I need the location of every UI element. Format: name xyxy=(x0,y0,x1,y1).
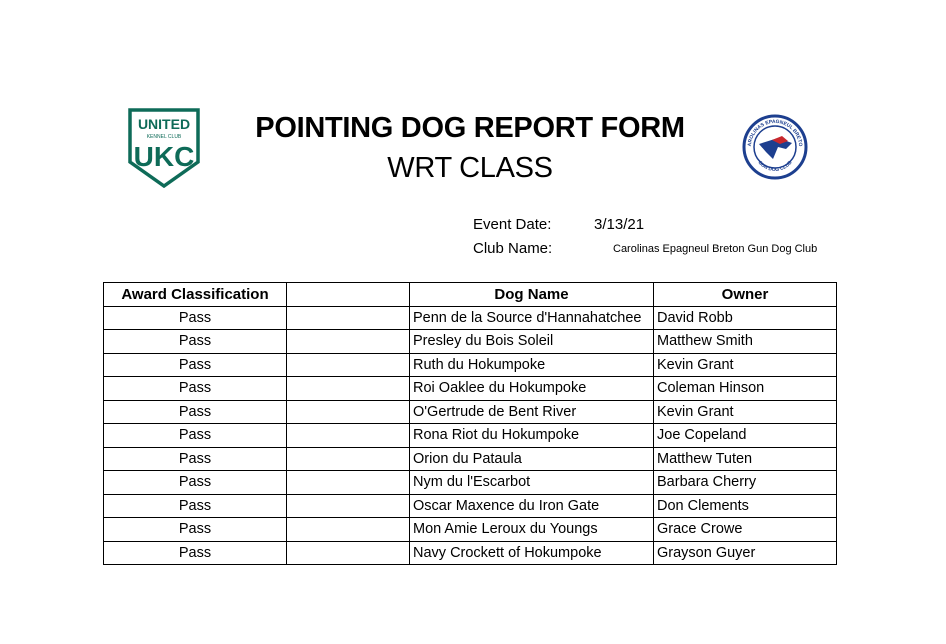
event-date-label: Event Date: xyxy=(473,216,552,233)
club-logo xyxy=(742,114,808,180)
owner-cell: David Robb xyxy=(654,306,837,330)
table-row xyxy=(104,377,837,401)
table-row xyxy=(104,518,837,542)
dog-name-cell: O'Gertrude de Bent River xyxy=(410,400,654,424)
award-cell: Pass xyxy=(104,494,287,518)
page-subtitle: WRT CLASS xyxy=(387,152,553,184)
table-row xyxy=(104,541,837,565)
award-cell: Pass xyxy=(104,353,287,377)
svg-text:KENNEL CLUB: KENNEL CLUB xyxy=(146,134,182,140)
event-date-value: 3/13/21 xyxy=(594,216,645,233)
award-cell: Pass xyxy=(104,447,287,471)
owner-cell: Matthew Smith xyxy=(654,330,837,354)
award-cell: Pass xyxy=(104,471,287,495)
svg-text:CAROLINAS EPAGNEUL BRETON: AROLINAS EPAGNEUL BRETO xyxy=(746,118,804,147)
dog-name-cell: Penn de la Source d'Hannahatchee xyxy=(410,306,654,330)
award-cell: Pass xyxy=(104,306,287,330)
award-cell: Pass xyxy=(104,541,287,565)
blank-cell xyxy=(287,330,410,354)
award-cell: Pass xyxy=(104,377,287,401)
svg-text:GUN DOG CLUB: GUN DOG CLUB xyxy=(756,159,794,174)
blank-cell xyxy=(287,518,410,542)
table-row xyxy=(104,494,837,518)
dog-name-cell: Ruth du Hokumpoke xyxy=(410,353,654,377)
table-header-row xyxy=(104,283,837,307)
header-owner: Owner xyxy=(654,283,837,307)
owner-cell: Kevin Grant xyxy=(654,400,837,424)
dog-name-cell: Mon Amie Leroux du Youngs xyxy=(410,518,654,542)
owner-cell: Joe Copeland xyxy=(654,424,837,448)
dog-name-cell: Rona Riot du Hokumpoke xyxy=(410,424,654,448)
blank-cell xyxy=(287,306,410,330)
blank-cell xyxy=(287,424,410,448)
table-row xyxy=(104,306,837,330)
table-row xyxy=(104,353,837,377)
blank-cell xyxy=(287,400,410,424)
header-award-classification: Award Classification xyxy=(104,283,287,307)
owner-cell: Kevin Grant xyxy=(654,353,837,377)
dog-name-cell: Presley du Bois Soleil xyxy=(410,330,654,354)
dog-name-cell: Oscar Maxence du Iron Gate xyxy=(410,494,654,518)
dog-name-cell: Navy Crockett of Hokumpoke xyxy=(410,541,654,565)
award-cell: Pass xyxy=(104,330,287,354)
table-row xyxy=(104,330,837,354)
owner-cell: Matthew Tuten xyxy=(654,447,837,471)
blank-cell xyxy=(287,541,410,565)
award-cell: Pass xyxy=(104,400,287,424)
dog-name-cell: Orion du Pataula xyxy=(410,447,654,471)
dog-name-cell: Nym du l'Escarbot xyxy=(410,471,654,495)
blank-cell xyxy=(287,471,410,495)
award-cell: Pass xyxy=(104,424,287,448)
svg-text:UKC: UKC xyxy=(133,141,195,172)
header-dog-name: Dog Name xyxy=(410,283,654,307)
blank-cell xyxy=(287,377,410,401)
award-cell: Pass xyxy=(104,518,287,542)
blank-cell xyxy=(287,494,410,518)
page-title: POINTING DOG REPORT FORM xyxy=(255,112,685,144)
svg-text:UNITED: UNITED xyxy=(137,116,191,132)
table-row xyxy=(104,447,837,471)
blank-cell xyxy=(287,353,410,377)
owner-cell: Coleman Hinson xyxy=(654,377,837,401)
report-table xyxy=(103,282,837,565)
club-name-label: Club Name: xyxy=(473,240,553,257)
table-row xyxy=(104,471,837,495)
owner-cell: Grayson Guyer xyxy=(654,541,837,565)
ukc-logo xyxy=(128,108,200,188)
owner-cell: Grace Crowe xyxy=(654,518,837,542)
dog-name-cell: Roi Oaklee du Hokumpoke xyxy=(410,377,654,401)
table-row xyxy=(104,424,837,448)
header-blank xyxy=(287,283,410,307)
blank-cell xyxy=(287,447,410,471)
owner-cell: Don Clements xyxy=(654,494,837,518)
owner-cell: Barbara Cherry xyxy=(654,471,837,495)
table-row xyxy=(104,400,837,424)
club-name-value: Carolinas Epagneul Breton Gun Dog Club xyxy=(613,243,818,255)
